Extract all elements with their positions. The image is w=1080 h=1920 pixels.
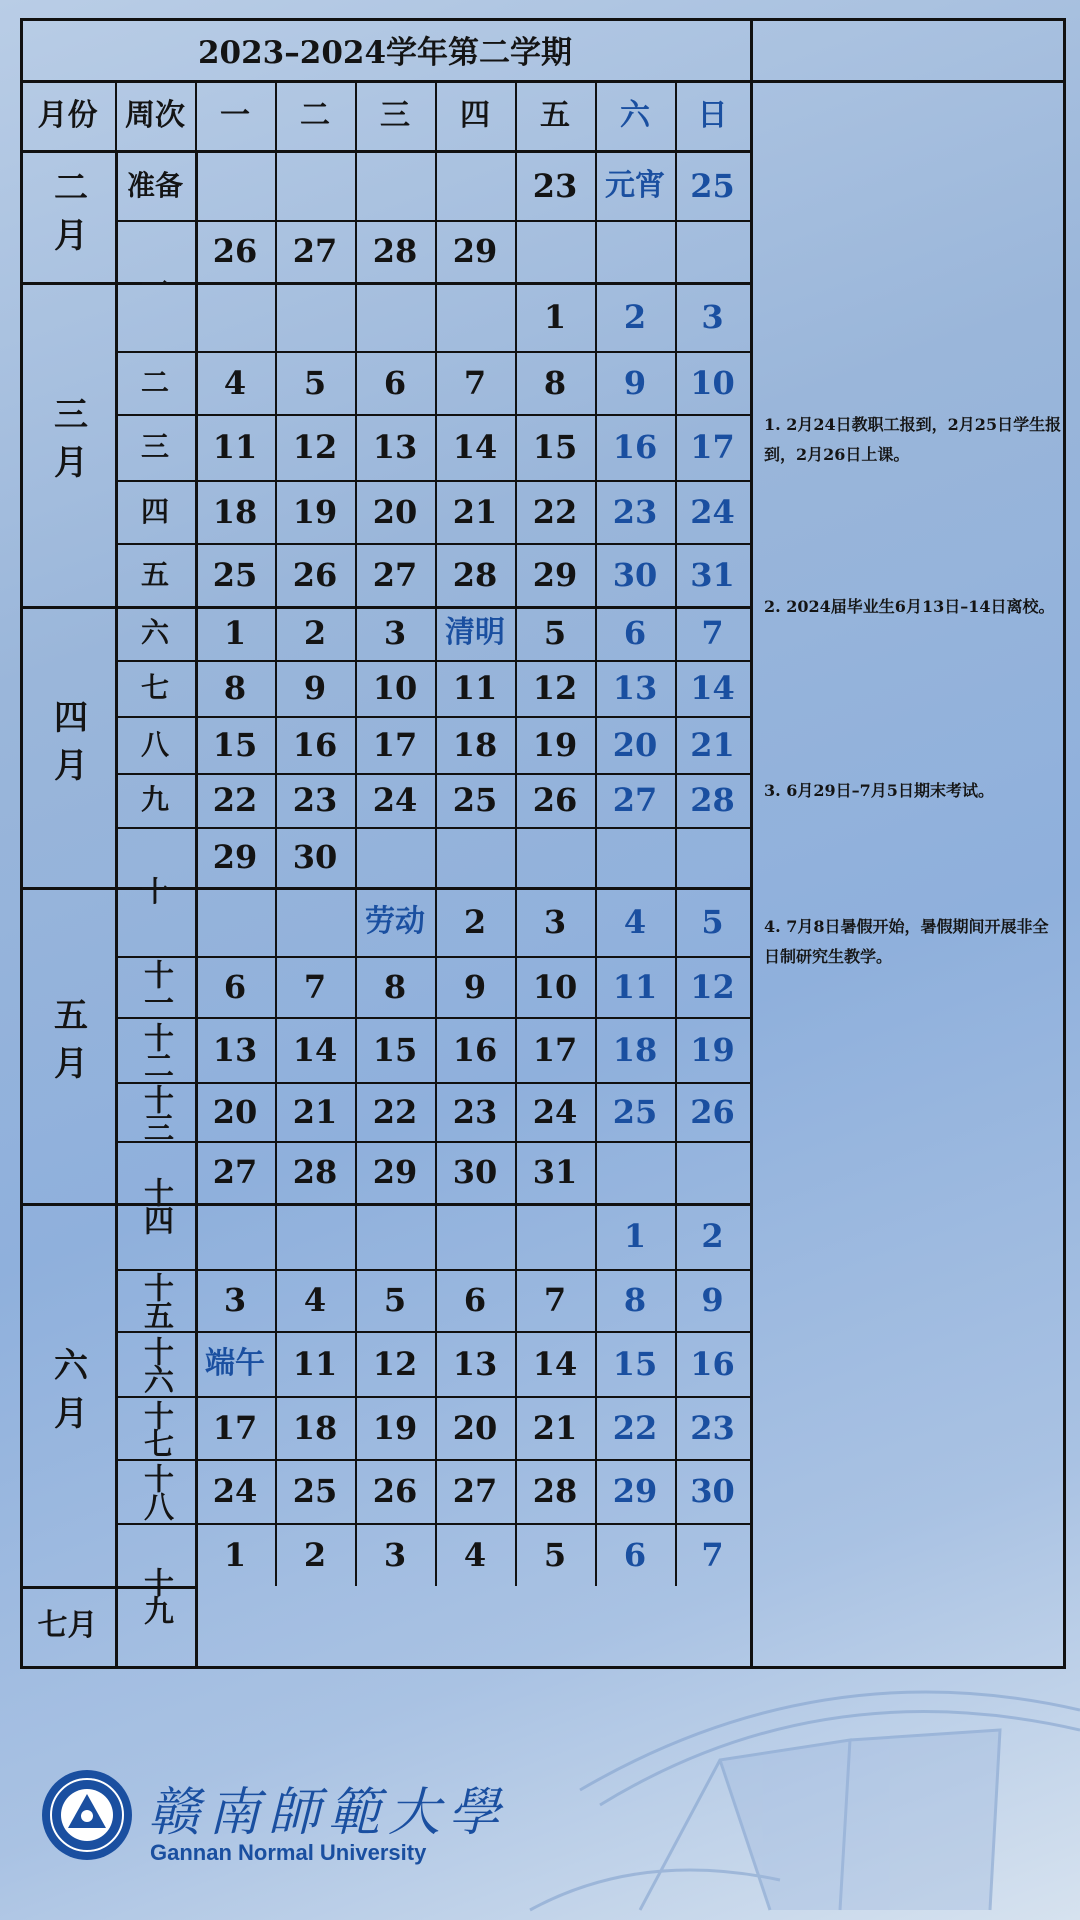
day-col-line <box>275 282 277 351</box>
day-col-line <box>195 1203 197 1269</box>
day-col-line <box>435 827 437 887</box>
university-name-en: Gannan Normal University <box>150 1840 427 1865</box>
day-cell: 11 <box>612 967 658 1006</box>
header-day-2: 二 <box>300 98 330 133</box>
header-col-line <box>275 80 277 152</box>
day-cell: 2 <box>303 614 327 652</box>
day-cell: 23 <box>690 1408 735 1447</box>
day-cell: 2 <box>623 297 647 336</box>
day-cell: 15 <box>532 428 578 466</box>
day-cell: 10 <box>690 363 735 402</box>
day-cell: 20 <box>452 1408 498 1447</box>
month-label: 四月 <box>47 698 88 795</box>
day-cell: 20 <box>212 1092 258 1131</box>
day-cell: 6 <box>623 614 647 652</box>
holiday-cell: 劳动 <box>365 903 425 939</box>
day-cell: 14 <box>690 669 735 707</box>
day-cell: 1 <box>223 1535 247 1574</box>
day-cell: 1 <box>543 297 567 336</box>
day-cell: 3 <box>223 1281 247 1319</box>
day-cell: 12 <box>292 428 338 466</box>
day-cell: 15 <box>212 725 258 764</box>
day-cell: 19 <box>292 492 338 531</box>
week-label: 六 <box>140 616 169 649</box>
day-cell: 10 <box>372 669 418 707</box>
day-cell: 13 <box>212 1030 258 1069</box>
note-4: 4. 7月8日暑假开始，暑假期间开展非全日制研究生教学。 <box>764 917 1049 966</box>
day-cell: 11 <box>452 669 498 707</box>
day-cell: 22 <box>372 1092 418 1131</box>
day-cell: 2 <box>463 902 487 941</box>
day-col-line <box>435 282 437 351</box>
day-cell: 9 <box>303 669 327 707</box>
day-cell: 30 <box>452 1153 498 1191</box>
week-label: 十四 <box>138 1177 173 1233</box>
day-cell: 17 <box>372 725 418 764</box>
day-cell: 13 <box>612 669 658 707</box>
day-cell: 28 <box>452 555 498 594</box>
holiday-cell: 清明 <box>445 615 505 650</box>
day-cell: 24 <box>212 1472 258 1510</box>
day-col-line <box>275 152 277 220</box>
day-col-line <box>675 1141 677 1203</box>
week-label: 三 <box>140 430 169 463</box>
day-cell: 7 <box>543 1281 567 1319</box>
day-cell: 7 <box>303 967 327 1006</box>
day-cell: 6 <box>623 1535 647 1574</box>
day-col-line <box>675 220 677 282</box>
day-cell: 21 <box>690 725 735 764</box>
day-cell: 8 <box>543 363 567 402</box>
day-cell: 28 <box>690 781 735 819</box>
day-cell: 17 <box>532 1030 578 1069</box>
day-cell: 18 <box>612 1030 658 1069</box>
day-cell: 2 <box>701 1217 724 1255</box>
header-day-5: 五 <box>540 98 570 133</box>
day-cell: 2 <box>303 1535 327 1574</box>
day-col-line <box>195 887 197 956</box>
week-label: 准备 <box>126 169 183 202</box>
day-cell: 8 <box>623 1281 647 1319</box>
note-2: 2. 2024届毕业生6月13日–14日离校。 <box>764 597 1055 616</box>
day-cell: 12 <box>532 669 578 707</box>
day-cell: 26 <box>292 555 338 594</box>
header-day-7: 日 <box>697 98 728 133</box>
day-cell: 14 <box>292 1030 338 1069</box>
day-col-line <box>515 220 517 282</box>
day-cell: 25 <box>612 1092 658 1131</box>
header-col-line <box>435 80 437 152</box>
day-cell: 3 <box>383 1535 407 1574</box>
day-cell: 24 <box>690 492 735 531</box>
header-col-line <box>115 80 117 152</box>
day-cell: 9 <box>623 363 647 402</box>
day-cell: 26 <box>372 1472 418 1510</box>
day-cell: 29 <box>212 838 258 876</box>
day-cell: 5 <box>303 363 327 402</box>
day-cell: 18 <box>212 492 258 531</box>
day-col-line <box>355 1203 357 1269</box>
week-label: 一 <box>140 268 169 302</box>
day-cell: 29 <box>372 1153 418 1191</box>
header-month: 月份 <box>37 98 98 133</box>
header-col-line <box>515 80 517 152</box>
week-label: 十三 <box>138 1083 173 1140</box>
day-cell: 27 <box>612 781 658 819</box>
day-cell: 3 <box>701 297 724 336</box>
day-col-line <box>275 1203 277 1269</box>
day-cell: 12 <box>690 967 735 1006</box>
day-col-line <box>275 887 277 956</box>
day-cell: 24 <box>532 1092 578 1131</box>
day-cell: 1 <box>623 1217 647 1255</box>
header-day-4: 四 <box>460 98 490 133</box>
day-cell: 17 <box>690 428 735 466</box>
day-col-line <box>595 220 597 282</box>
day-cell: 25 <box>212 555 258 594</box>
day-cell: 7 <box>463 363 487 402</box>
day-col-line <box>515 827 517 887</box>
header-week: 周次 <box>125 98 185 133</box>
day-cell: 13 <box>372 428 418 466</box>
day-col-line <box>515 1203 517 1269</box>
week-label: 八 <box>140 727 169 761</box>
day-cell: 9 <box>463 967 487 1006</box>
day-cell: 22 <box>212 781 258 819</box>
day-cell: 5 <box>543 614 567 652</box>
university-logo-icon <box>40 1768 134 1862</box>
day-col-line <box>675 827 677 887</box>
day-col-line <box>355 152 357 220</box>
week-label: 十二 <box>138 1021 173 1078</box>
note-3: 3. 6月29日–7月5日期末考试。 <box>764 781 994 800</box>
holiday-cell: 端午 <box>205 1345 265 1381</box>
day-cell: 28 <box>532 1472 578 1510</box>
header-col-line <box>355 80 357 152</box>
day-cell: 8 <box>383 967 407 1006</box>
week-label: 十 <box>140 874 169 908</box>
week-label: 九 <box>140 783 169 816</box>
day-cell: 25 <box>690 167 735 205</box>
day-cell: 31 <box>690 555 735 594</box>
week-label: 十九 <box>138 1566 173 1623</box>
day-cell: 29 <box>452 232 498 270</box>
day-col-line <box>355 827 357 887</box>
day-cell: 30 <box>690 1472 735 1510</box>
day-cell: 20 <box>612 725 658 764</box>
day-cell: 6 <box>383 363 407 402</box>
day-cell: 18 <box>452 725 498 764</box>
day-cell: 22 <box>532 492 578 531</box>
day-col-line <box>595 1141 597 1203</box>
header-day-3: 三 <box>380 98 410 133</box>
day-cell: 31 <box>532 1153 578 1191</box>
day-cell: 26 <box>212 232 258 270</box>
week-label: 十五 <box>138 1272 173 1328</box>
day-cell: 21 <box>532 1408 578 1447</box>
header-day-1: 一 <box>220 98 250 133</box>
day-cell: 22 <box>612 1408 658 1447</box>
day-cell: 15 <box>612 1344 658 1383</box>
day-cell: 5 <box>543 1535 567 1574</box>
day-cell: 27 <box>372 555 418 594</box>
day-cell: 7 <box>701 1535 724 1574</box>
day-cell: 24 <box>372 781 418 819</box>
day-cell: 11 <box>212 428 258 466</box>
week-label: 五 <box>140 557 169 591</box>
day-cell: 4 <box>223 363 247 402</box>
day-cell: 19 <box>690 1030 735 1069</box>
day-cell: 23 <box>452 1092 498 1131</box>
week-label: 十七 <box>138 1399 173 1456</box>
day-cell: 29 <box>532 555 578 594</box>
header-col-line <box>595 80 597 152</box>
day-cell: 6 <box>223 967 247 1006</box>
month-label: 六月 <box>47 1346 88 1443</box>
table-border-right <box>1063 18 1066 1669</box>
week-label: 二 <box>140 365 169 399</box>
week-label: 十六 <box>138 1335 173 1392</box>
day-cell: 12 <box>372 1344 418 1383</box>
day-cell: 6 <box>463 1281 487 1319</box>
day-cell: 23 <box>292 781 338 819</box>
day-col-line <box>435 152 437 220</box>
day-cell: 7 <box>701 614 724 652</box>
day-cell: 4 <box>463 1535 487 1574</box>
day-cell: 16 <box>612 428 658 466</box>
header-col-line <box>195 80 197 152</box>
holiday-cell: 元宵 <box>605 168 665 203</box>
day-cell: 20 <box>372 492 418 531</box>
day-cell: 15 <box>372 1030 418 1069</box>
day-cell: 3 <box>383 614 407 652</box>
day-col-line <box>355 282 357 351</box>
day-cell: 26 <box>532 781 578 819</box>
day-cell: 4 <box>303 1281 327 1319</box>
day-cell: 28 <box>292 1153 338 1191</box>
month-label: 二月 <box>47 169 88 265</box>
day-cell: 5 <box>383 1281 407 1319</box>
week-label: 十一 <box>138 958 173 1015</box>
day-cell: 16 <box>452 1030 498 1069</box>
day-cell: 27 <box>452 1472 498 1510</box>
month-label: 七月 <box>37 1608 98 1643</box>
day-cell: 25 <box>452 781 498 819</box>
day-cell: 28 <box>372 232 418 270</box>
day-cell: 9 <box>701 1281 724 1319</box>
day-cell: 29 <box>612 1472 658 1510</box>
day-cell: 11 <box>292 1344 338 1383</box>
week-label: 四 <box>140 494 169 528</box>
day-col-line <box>435 1203 437 1269</box>
day-col-line <box>195 152 197 220</box>
note-1: 1. 2月24日教职工报到，2月25日学生报到，2月26日上课。 <box>764 415 1062 464</box>
day-cell: 14 <box>452 428 498 466</box>
header-col-line <box>675 80 677 152</box>
month-label: 五月 <box>47 997 88 1093</box>
day-cell: 18 <box>292 1408 338 1447</box>
month-label: 三月 <box>47 396 88 492</box>
day-cell: 3 <box>543 902 567 941</box>
day-cell: 23 <box>532 167 578 205</box>
university-name-cn: 赣南師範大學 <box>148 1783 509 1843</box>
day-col-line <box>195 282 197 351</box>
day-cell: 21 <box>452 492 498 531</box>
day-cell: 27 <box>212 1153 258 1191</box>
header-day-6: 六 <box>620 98 650 133</box>
day-cell: 21 <box>292 1092 338 1131</box>
day-cell: 23 <box>612 492 658 531</box>
day-cell: 10 <box>532 967 578 1006</box>
day-cell: 16 <box>292 725 338 764</box>
page-title: 2023–2024学年第二学期 <box>197 34 573 71</box>
week-label: 十八 <box>138 1463 173 1519</box>
day-cell: 19 <box>372 1408 418 1447</box>
day-cell: 26 <box>690 1092 735 1131</box>
day-cell: 27 <box>292 232 338 270</box>
table-border-bottom <box>20 1666 1063 1669</box>
notes-column-border <box>750 18 753 1669</box>
day-cell: 1 <box>223 614 247 652</box>
day-cell: 19 <box>532 725 578 764</box>
day-col-line <box>595 827 597 887</box>
day-cell: 8 <box>223 669 247 707</box>
day-cell: 14 <box>532 1344 578 1383</box>
day-cell: 25 <box>292 1472 338 1510</box>
day-cell: 30 <box>292 838 338 876</box>
day-cell: 16 <box>690 1344 735 1383</box>
week-label: 七 <box>140 671 169 704</box>
day-cell: 5 <box>701 902 724 941</box>
day-cell: 17 <box>212 1408 258 1447</box>
day-cell: 30 <box>612 555 658 594</box>
day-cell: 4 <box>623 902 647 941</box>
day-cell: 13 <box>452 1344 498 1383</box>
